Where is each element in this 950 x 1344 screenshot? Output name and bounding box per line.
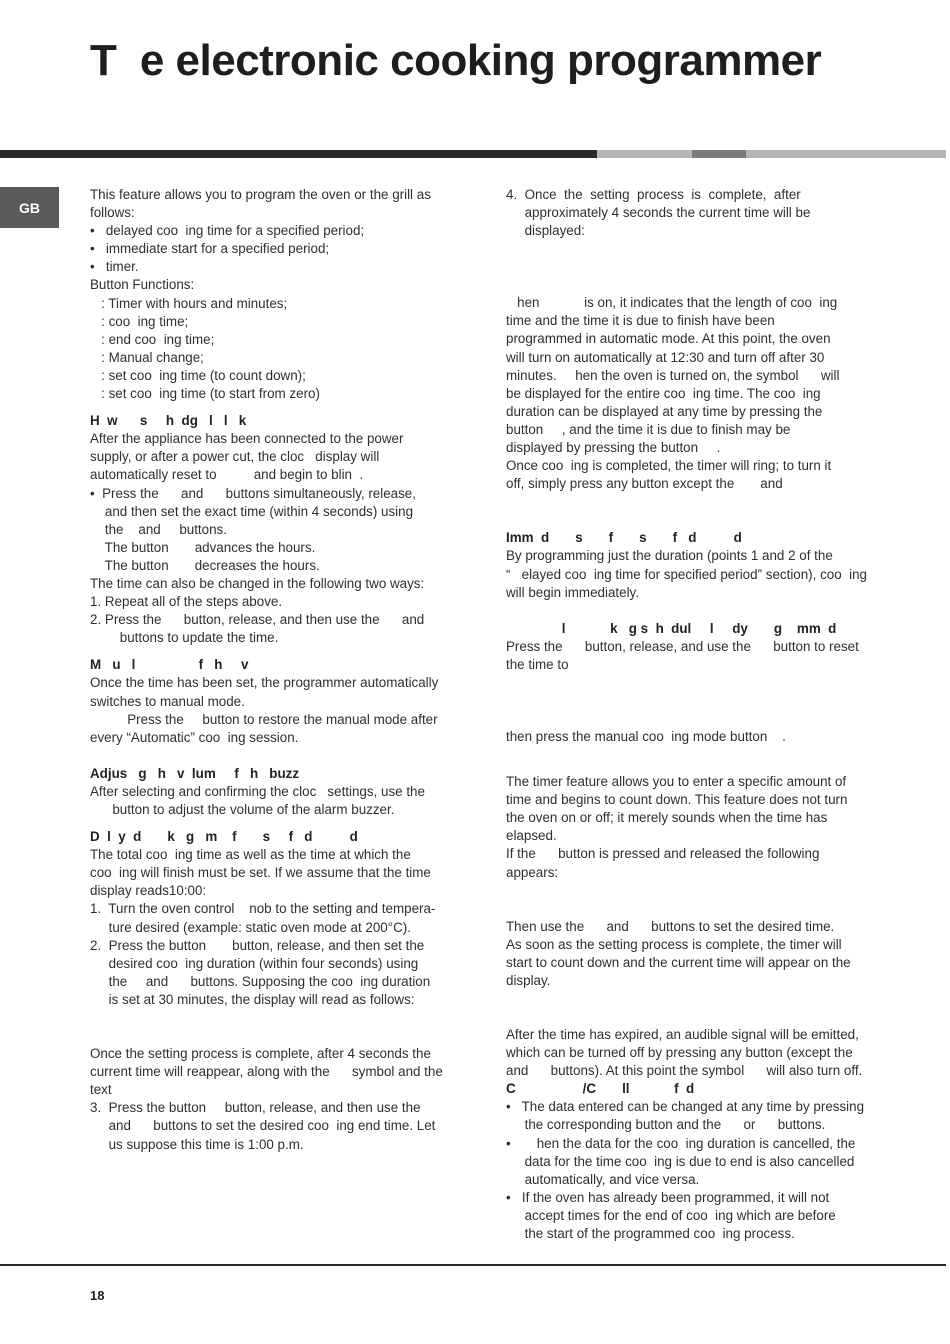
text-line: data for the time coo ing is due to end is also cancelled bbox=[506, 1153, 855, 1169]
text-line: Button Functions: bbox=[90, 277, 195, 293]
text-line: text bbox=[90, 1082, 112, 1098]
text-line: the corresponding button and the or buttons. bbox=[506, 1117, 826, 1133]
correct-section bbox=[506, 1098, 879, 1243]
text-line: Press the button to restore the manual mode after bbox=[90, 711, 438, 727]
text-line: displayed by pressing the button . bbox=[506, 440, 721, 456]
text-line: After the appliance has been connected to the power bbox=[90, 431, 404, 447]
automatic-mode-section bbox=[506, 294, 879, 493]
timer-set-section bbox=[506, 918, 879, 990]
list-item: : set coo ing time (to start from zero) bbox=[90, 386, 320, 402]
text-line: the time to bbox=[506, 656, 569, 672]
text-line: every “Automatic” coo ing session. bbox=[90, 729, 299, 745]
text-line: The button advances the hours. bbox=[90, 539, 316, 555]
text-line: then press the manual coo ing mode button . bbox=[506, 728, 786, 744]
text-line: will turn on automatically at 12:30 and turn off after 30 bbox=[506, 349, 825, 365]
text-line: supply, or after a power cut, the cloc display will bbox=[90, 449, 380, 465]
timer-section bbox=[506, 773, 879, 882]
text-line: The total coo ing time as well as the time at which the bbox=[90, 847, 411, 863]
text-line: ture desired (example: static oven mode at 200°C). bbox=[90, 919, 411, 935]
text-line: display. bbox=[506, 972, 551, 988]
list-item: • delayed coo ing time for a specified period; bbox=[90, 223, 365, 239]
text-line: the start of the programmed coo ing process. bbox=[506, 1226, 795, 1242]
text-line: The time can also be changed in the following two ways: bbox=[90, 575, 425, 591]
list-item: • If the oven has already been programmed, it will not bbox=[506, 1189, 830, 1205]
list-item: : set coo ing time (to count down); bbox=[90, 367, 306, 383]
text-line: switches to manual mode. bbox=[90, 693, 245, 709]
text-line: duration can be displayed at any time by pressing the bbox=[506, 403, 823, 419]
text-line: and buttons). At this point the symbol will also turn off. bbox=[506, 1063, 863, 1079]
text-line: us suppose this time is 1:00 p.m. bbox=[90, 1136, 304, 1152]
text-line: Once the setting process is complete, after 4 seconds the bbox=[90, 1046, 431, 1062]
text-line: After selecting and confirming the cloc settings, use the bbox=[90, 783, 425, 799]
list-item: 2. Press the button button, release, and then set the bbox=[90, 937, 425, 953]
clock-section bbox=[90, 430, 462, 647]
text-line: The button decreases the hours. bbox=[90, 557, 320, 573]
section-heading: D l y d k g m f s f d d bbox=[90, 829, 358, 845]
text-line: is set at 30 minutes, the display will read as follows: bbox=[90, 991, 415, 1007]
text-line: “ elayed coo ing time for specified period” section), coo ing bbox=[506, 566, 867, 582]
text-line: buttons to update the time. bbox=[90, 630, 279, 646]
expired-section bbox=[506, 1026, 879, 1080]
text-line: coo ing will finish must be set. If we assume that the time bbox=[90, 865, 431, 881]
text-line: By programming just the duration (points 1 and 2 of the bbox=[506, 548, 833, 564]
text-line: elapsed. bbox=[506, 828, 557, 844]
list-item: 4. Once the setting process is complete, after bbox=[506, 187, 801, 202]
text-line: Press the button, release, and use the button to reset bbox=[506, 638, 859, 654]
list-item: : Timer with hours and minutes; bbox=[90, 295, 288, 311]
section-heading: M u l f h v bbox=[90, 657, 249, 673]
list-item: 2. Press the button, release, and then use the and bbox=[90, 612, 425, 628]
section-heading: H w s h dg l l k bbox=[90, 413, 247, 429]
text-line: appears: bbox=[506, 864, 559, 880]
header-band-dark bbox=[0, 150, 597, 158]
text-line: and then set the exact time (within 4 seconds) using bbox=[90, 503, 414, 519]
text-line: displayed: bbox=[506, 223, 585, 239]
text-line: which can be turned off by pressing any button (except the bbox=[506, 1045, 853, 1061]
text-line: will begin immediately. bbox=[506, 584, 639, 600]
text-line: start to count down and the current time will appear on the bbox=[506, 954, 851, 970]
list-item: 1. Turn the oven control nob to the setting and tempera- bbox=[90, 901, 436, 917]
section-heading: C /C ll f d bbox=[506, 1081, 695, 1097]
immediate-section bbox=[506, 547, 879, 601]
list-item: • The data entered can be changed at any time by pressing bbox=[506, 1099, 865, 1115]
section-heading: Imm d s f s f d d bbox=[506, 530, 742, 546]
delayed-section bbox=[90, 846, 462, 1009]
list-item: 1. Repeat all of the steps above. bbox=[90, 594, 283, 610]
text-line: off, simply press any button except the and bbox=[506, 476, 783, 492]
text-line: the and buttons. bbox=[90, 521, 227, 537]
text-line: and buttons to set the desired coo ing end time. Let bbox=[90, 1118, 436, 1134]
text-line: programmed in automatic mode. At this point, the oven bbox=[506, 331, 831, 347]
text-line: Once the time has been set, the programmer automatically bbox=[90, 675, 439, 691]
left-column bbox=[90, 186, 462, 1154]
text-line: be displayed for the entire coo ing time. The coo ing bbox=[506, 385, 821, 401]
list-item: • immediate start for a specified period; bbox=[90, 241, 330, 257]
text-line: automatically, and vice versa. bbox=[506, 1171, 700, 1187]
text-line: desired coo ing duration (within four seconds) using bbox=[90, 955, 419, 971]
text-line: If the button is pressed and released the following bbox=[506, 846, 820, 862]
section-heading: l k g s h dul l dy g mm d bbox=[506, 620, 837, 636]
text-line: This feature allows you to program the oven or the grill as bbox=[90, 187, 431, 202]
text-line: display reads10:00: bbox=[90, 883, 207, 899]
text-line: accept times for the end of coo ing which are before bbox=[506, 1207, 836, 1223]
buzzer-section bbox=[90, 783, 462, 819]
section-heading: Adjus g h v lum f h buzz bbox=[90, 765, 300, 781]
text-line: the oven on or off; it merely sounds when the time has bbox=[506, 810, 828, 826]
language-tab: GB bbox=[0, 187, 59, 228]
text-line: button , and the time it is due to finish may be bbox=[506, 421, 791, 437]
text-line: current time will reappear, along with the symbol and the bbox=[90, 1064, 443, 1080]
page-number: 18 bbox=[90, 1288, 105, 1303]
list-item: • hen the data for the coo ing duration is cancelled, the bbox=[506, 1135, 856, 1151]
text-line: As soon as the setting process is complete, the timer will bbox=[506, 936, 842, 952]
intro-section bbox=[90, 186, 462, 403]
text-line: automatically reset to and begin to blin . bbox=[90, 467, 364, 483]
text-line: minutes. hen the oven is turned on, the symbol will bbox=[506, 367, 840, 383]
text-line: time and begins to count down. This feature does not turn bbox=[506, 792, 848, 808]
list-item: : end coo ing time; bbox=[90, 331, 215, 347]
list-item: • Press the and buttons simultaneously, release, bbox=[90, 485, 416, 501]
cancel-section bbox=[506, 638, 879, 674]
text-line: The timer feature allows you to enter a specific amount of bbox=[506, 774, 847, 790]
text-line: time and the time it is due to finish have been bbox=[506, 313, 775, 329]
list-item: : Manual change; bbox=[90, 349, 204, 365]
manual-section bbox=[90, 674, 462, 746]
text-line: Once coo ing is completed, the timer will ring; to turn it bbox=[506, 458, 832, 474]
list-item: : coo ing time; bbox=[90, 313, 189, 329]
list-item: • timer. bbox=[90, 259, 139, 275]
right-column bbox=[506, 186, 879, 1243]
footer-rule bbox=[0, 1264, 946, 1266]
text-line: button to adjust the volume of the alarm buzzer. bbox=[90, 802, 395, 817]
page-title: T e electronic cooking programmer bbox=[90, 36, 822, 85]
text-line: approximately 4 seconds the current time will be bbox=[506, 205, 811, 221]
list-item: 3. Press the button button, release, and then use the bbox=[90, 1100, 421, 1116]
header-band-mid bbox=[692, 150, 746, 158]
step4-section bbox=[506, 186, 879, 240]
text-line: hen is on, it indicates that the length of coo ing bbox=[506, 295, 838, 311]
text-line: After the time has expired, an audible signal will be emitted, bbox=[506, 1027, 859, 1042]
text-line: follows: bbox=[90, 205, 135, 221]
text-line: Then use the and buttons to set the desired time. bbox=[506, 918, 835, 934]
header-band-light-right bbox=[746, 150, 946, 158]
header-band-light bbox=[597, 150, 692, 158]
after-setting-section bbox=[90, 1045, 462, 1154]
text-line: the and buttons. Supposing the coo ing duration bbox=[90, 973, 431, 989]
